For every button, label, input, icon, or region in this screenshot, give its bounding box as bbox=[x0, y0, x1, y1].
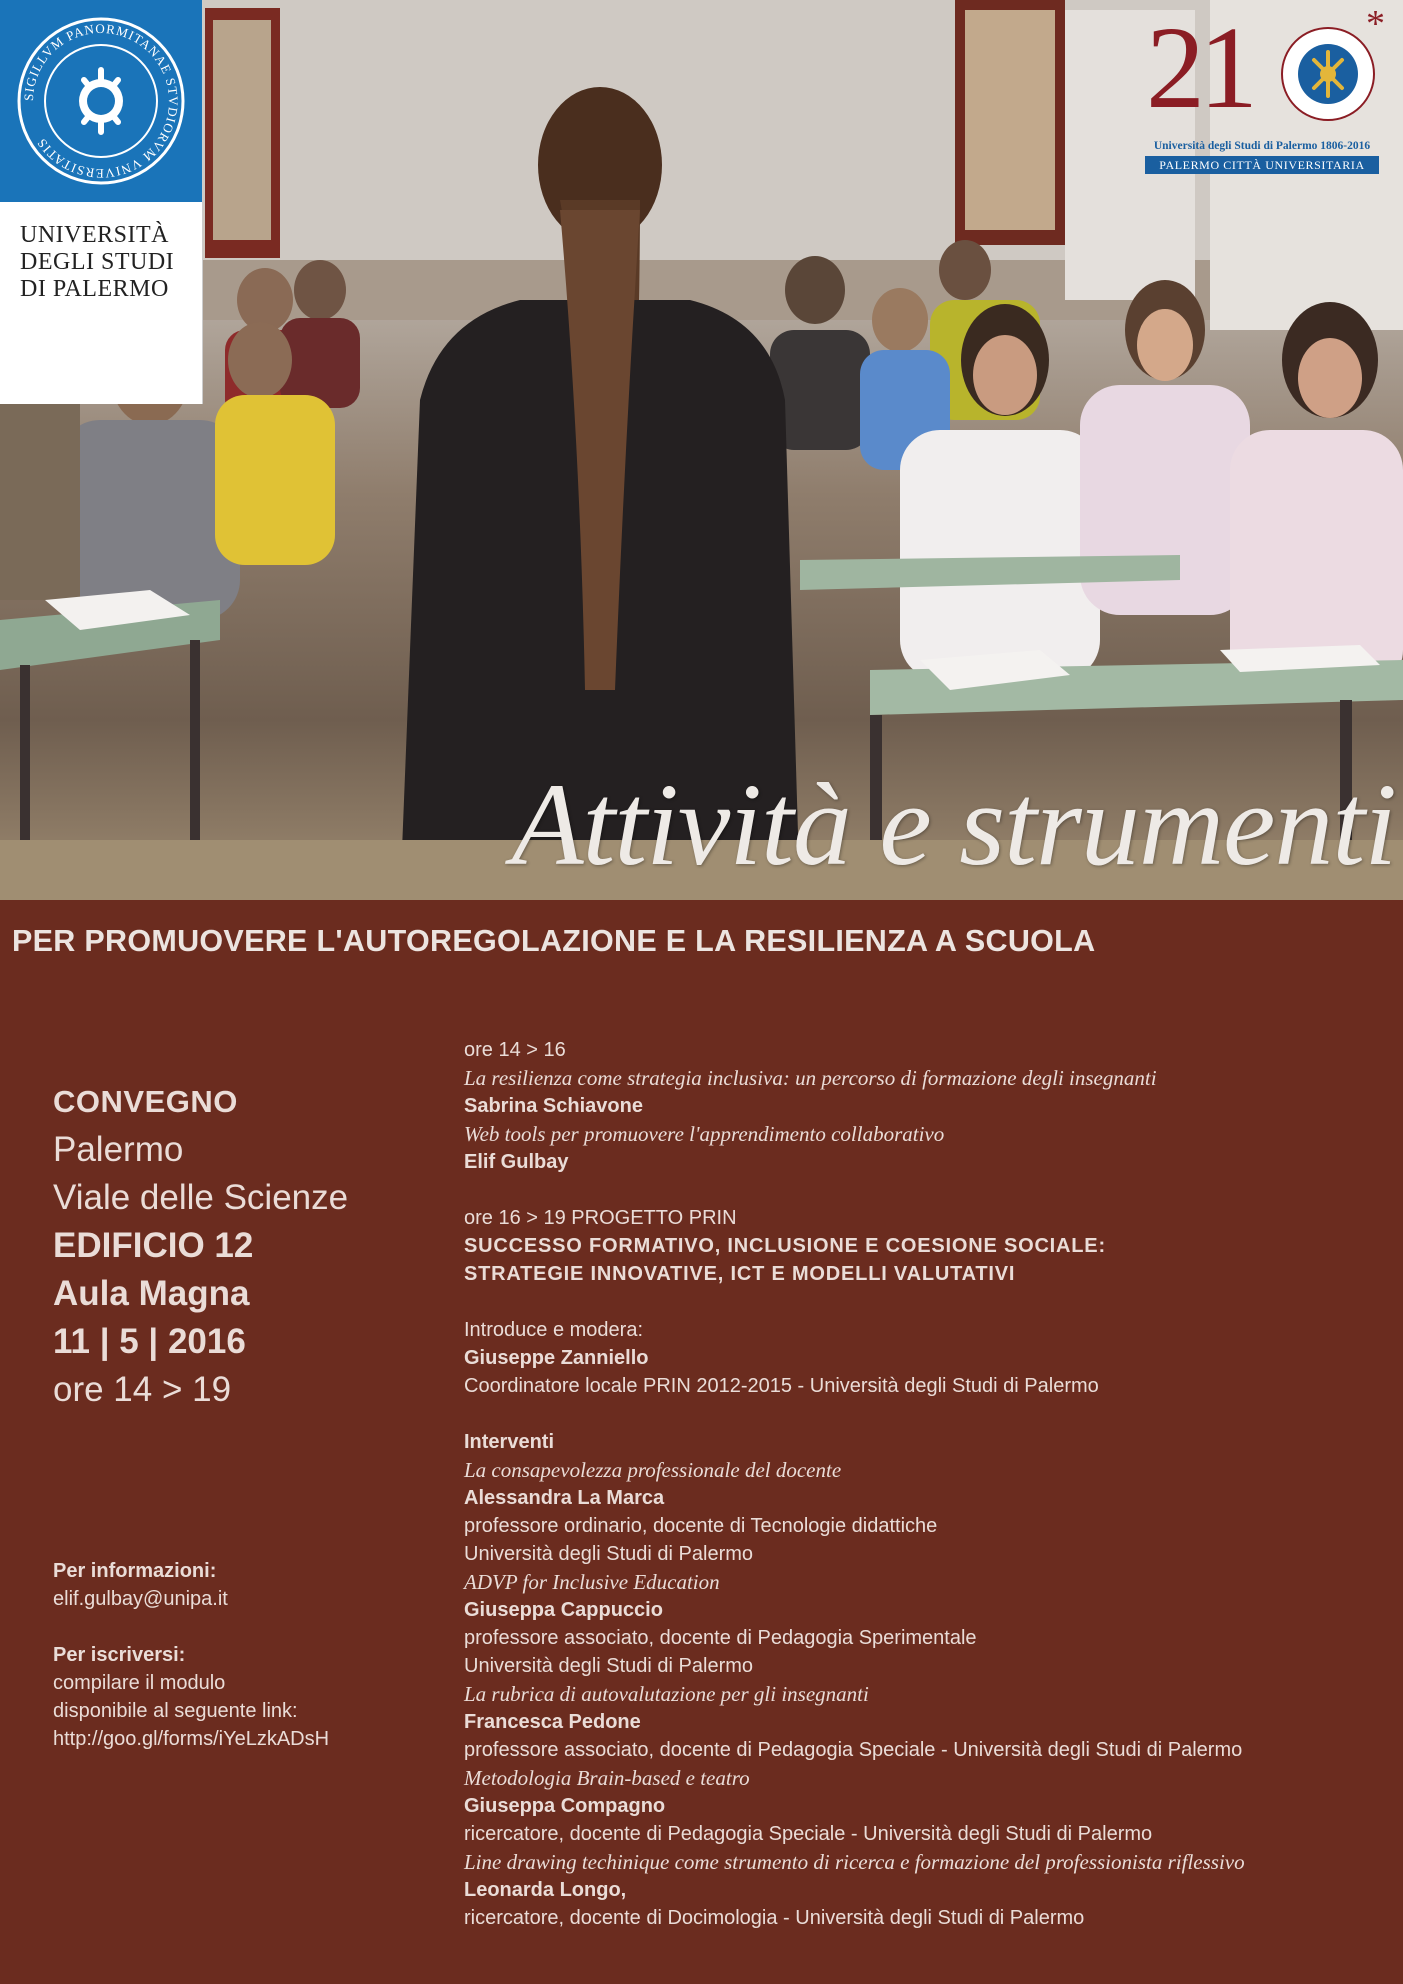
speaker-affiliation: Università degli Studi di Palermo bbox=[464, 1655, 754, 1677]
info-email[interactable]: elif.gulbay@unipa.it bbox=[53, 1588, 228, 1610]
seal-icon bbox=[0, 0, 202, 202]
speaker-name: Elif Gulbay bbox=[464, 1151, 569, 1173]
talk-title: La rubrica di autovalutazione per gli insegnanti bbox=[464, 1682, 869, 1706]
event-time: ore 14 > 19 bbox=[53, 1370, 232, 1409]
speaker-role: professore associato, docente di Pedagogia Speciale - Università degli Studi di Palermo bbox=[464, 1739, 1243, 1761]
university-seal bbox=[0, 0, 202, 202]
classroom-photo bbox=[0, 0, 1403, 900]
page-title: Attività e strumenti bbox=[511, 759, 1396, 890]
speaker-name: Alessandra La Marca bbox=[464, 1487, 665, 1509]
talk-title: La resilienza come strategia inclusiva: un percorso di formazione degli insegnanti bbox=[464, 1066, 1157, 1090]
anniversary-seal-icon bbox=[1278, 18, 1378, 136]
university-logo bbox=[0, 0, 203, 404]
university-name-line: DEGLI STUDI bbox=[20, 249, 175, 275]
talk-title: La consapevolezza professionale del docente bbox=[464, 1458, 842, 1482]
anniversary-number: 21 bbox=[1146, 2, 1252, 133]
anniversary-subtitle: Università degli Studi di Palermo 1806-2016 bbox=[1153, 140, 1371, 152]
event-building: EDIFICIO 12 bbox=[53, 1226, 254, 1265]
talk-title: Line drawing techinique come strumento di ricerca e formazione del professionista riflessivo bbox=[464, 1850, 1245, 1874]
university-name bbox=[20, 222, 195, 303]
session-time: ore 14 > 16 bbox=[464, 1039, 566, 1061]
info-label: Per informazioni: bbox=[53, 1560, 217, 1582]
moderator-label: Introduce e modera: bbox=[464, 1319, 643, 1341]
anniversary-logo bbox=[1140, 2, 1390, 178]
interventi-label: Interventi bbox=[464, 1431, 555, 1453]
speaker-name: Giuseppa Cappuccio bbox=[464, 1599, 663, 1621]
signup-text: disponibile al seguente link: bbox=[53, 1700, 298, 1722]
event-date: 11 | 5 | 2016 bbox=[53, 1322, 246, 1361]
event-type: CONVEGNO bbox=[53, 1084, 238, 1119]
speaker-name: Giuseppa Compagno bbox=[464, 1795, 666, 1817]
moderator-role: Coordinatore locale PRIN 2012-2015 - Università degli Studi di Palermo bbox=[464, 1375, 1099, 1397]
speaker-name: Francesca Pedone bbox=[464, 1711, 641, 1733]
anniversary-star: * bbox=[1366, 3, 1385, 45]
speaker-name: Sabrina Schiavone bbox=[464, 1095, 643, 1117]
session-title: STRATEGIE INNOVATIVE, ICT E MODELLI VALUTATIVI bbox=[464, 1263, 1016, 1285]
speaker-role: ricercatore, docente di Pedagogia Speciale - Università degli Studi di Palermo bbox=[464, 1823, 1153, 1845]
speaker-role: professore ordinario, docente di Tecnologie didattiche bbox=[464, 1515, 938, 1537]
talk-title: Metodologia Brain-based e teatro bbox=[464, 1766, 750, 1790]
program bbox=[464, 1036, 1399, 1932]
svg-text:SIGILLVM PANORMITANAE STVDIORV: SIGILLVM PANORMITANAE STVDIORVM VNIVERSITATIS bbox=[20, 20, 182, 182]
event-details bbox=[53, 1078, 413, 1414]
university-name-line: DI PALERMO bbox=[20, 276, 169, 302]
signup-label: Per iscriversi: bbox=[53, 1644, 186, 1666]
moderator-name: Giuseppe Zanniello bbox=[464, 1347, 649, 1369]
event-city: Palermo bbox=[53, 1130, 184, 1169]
speaker-role: ricercatore, docente di Docimologia - Università degli Studi di Palermo bbox=[464, 1907, 1085, 1929]
talk-title: ADVP for Inclusive Education bbox=[464, 1570, 720, 1594]
speaker-name: Leonarda Longo, bbox=[464, 1879, 627, 1901]
event-street: Viale delle Scienze bbox=[53, 1178, 349, 1217]
page-subtitle: PER PROMUOVERE L'AUTOREGOLAZIONE E LA RESILIENZA A SCUOLA bbox=[12, 924, 1096, 958]
speaker-affiliation: Università degli Studi di Palermo bbox=[464, 1543, 754, 1565]
university-name-line: UNIVERSITÀ bbox=[20, 222, 169, 248]
signup-link[interactable]: http://goo.gl/forms/iYeLzkADsH bbox=[53, 1728, 330, 1750]
session-time: ore 16 > 19 PROGETTO PRIN bbox=[464, 1207, 737, 1229]
contact-info bbox=[53, 1557, 433, 1753]
anniversary-tagline: PALERMO CITTÀ UNIVERSITARIA bbox=[1145, 156, 1379, 174]
signup-text: compilare il modulo bbox=[53, 1672, 226, 1694]
speaker-role: professore associato, docente di Pedagogia Sperimentale bbox=[464, 1627, 977, 1649]
talk-title: Web tools per promuovere l'apprendimento collaborativo bbox=[464, 1122, 945, 1146]
session-title: SUCCESSO FORMATIVO, INCLUSIONE E COESIONE SOCIALE: bbox=[464, 1235, 1106, 1257]
event-room: Aula Magna bbox=[53, 1274, 250, 1313]
